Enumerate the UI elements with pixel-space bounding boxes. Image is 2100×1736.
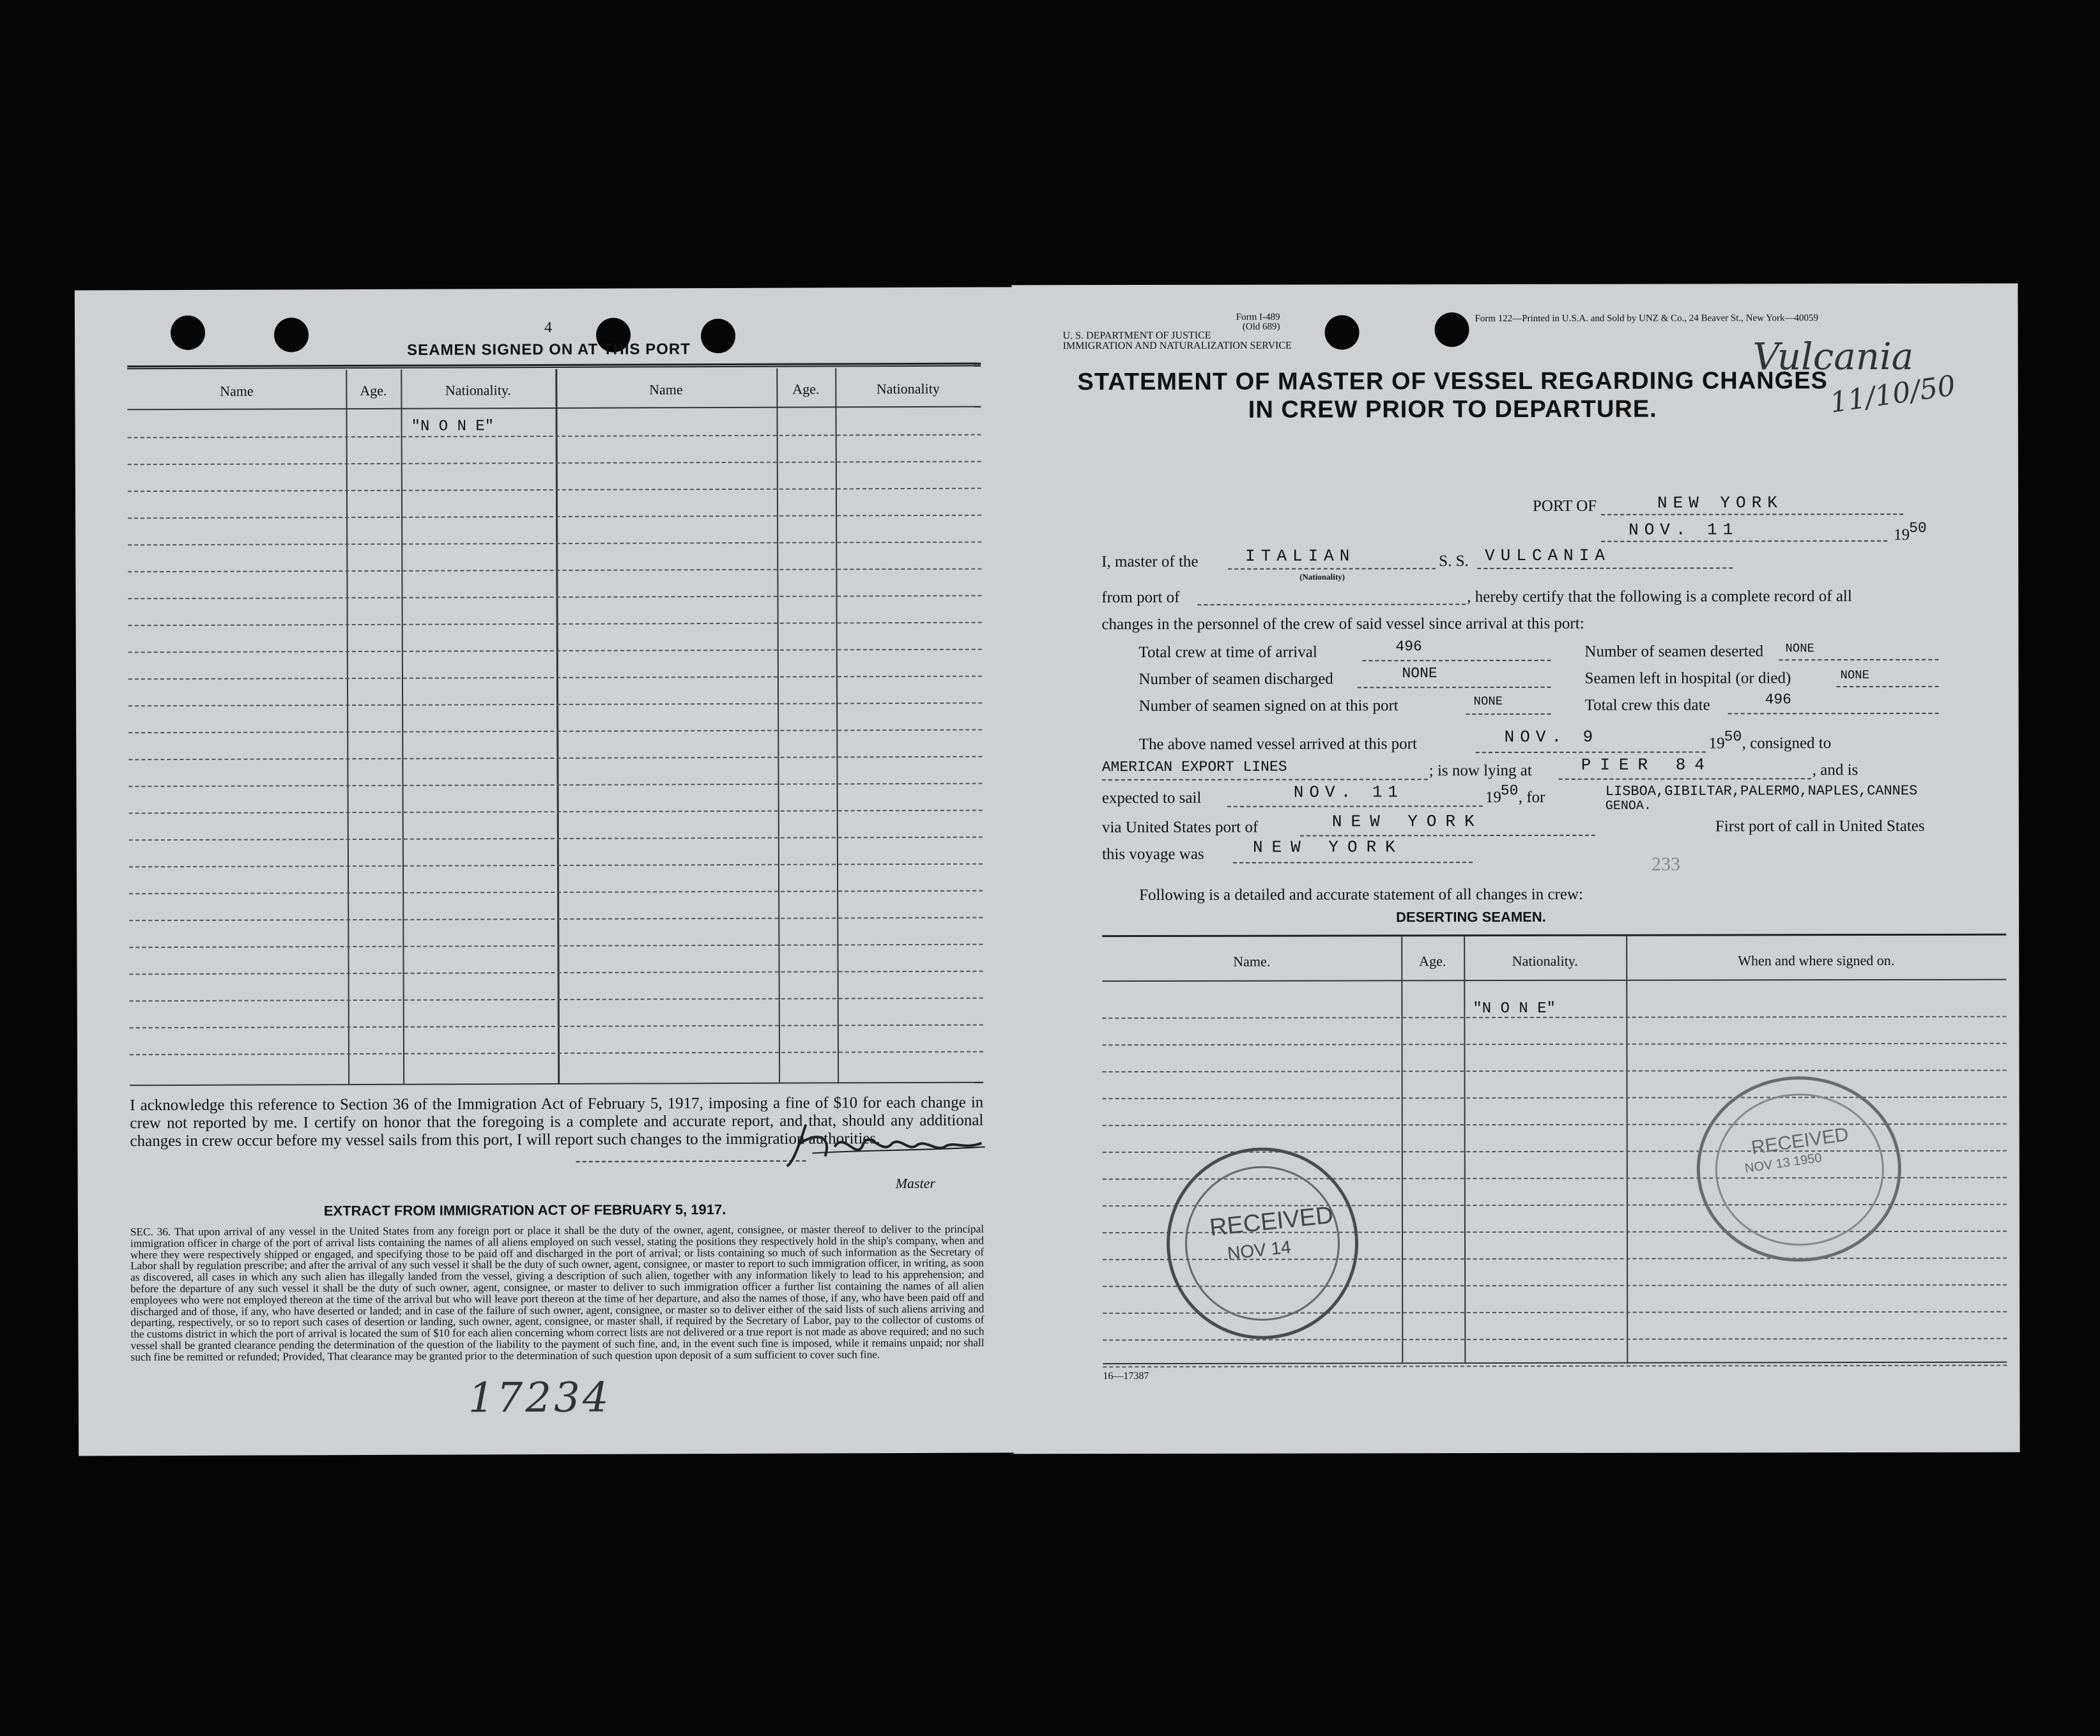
total-date-label: Total crew this date bbox=[1584, 696, 1710, 714]
department: U. S. DEPARTMENT OF JUSTICE bbox=[1062, 330, 1211, 342]
port-of-value: NEW YORK bbox=[1657, 493, 1783, 513]
via-value: NEW YORK bbox=[1331, 812, 1483, 832]
service: IMMIGRATION AND NATURALIZATION SERVICE bbox=[1062, 340, 1292, 352]
col-divider bbox=[401, 370, 404, 1084]
table-row bbox=[1102, 1043, 2006, 1046]
deserted-value: NONE bbox=[1785, 641, 1815, 656]
deserting-seamen-table bbox=[1102, 934, 2007, 1364]
total-date-value: 496 bbox=[1765, 691, 1791, 708]
sail-year-prefix: 19 bbox=[1485, 789, 1501, 807]
table-row bbox=[1103, 1070, 2007, 1072]
table-row bbox=[1103, 1097, 2007, 1099]
deserted-label: Number of seamen deserted bbox=[1584, 643, 1764, 660]
table-row bbox=[129, 837, 983, 841]
stamp-ring bbox=[1715, 1093, 1884, 1245]
form-old-code: (Old 689) bbox=[1242, 321, 1280, 332]
arrived-year: 50 bbox=[1724, 728, 1742, 745]
table-row bbox=[130, 1024, 983, 1029]
nationality-value: ITALIAN bbox=[1245, 546, 1356, 566]
table-title: SEAMEN SIGNED ON AT THIS PORT bbox=[407, 340, 691, 359]
first-port-label: First port of call in United States bbox=[1715, 817, 1925, 835]
extract-body: SEC. 36. That upon arrival of any vessel in the United States from any foreign port or place it shall be the duty of the owner, agent, consignee, or master thereof to deliver to the principal immigration officer in charge of the port of arrival lists containing the names of all aliens employed on such vessel, stating the positions they respectively hold in the ship's company, when and where they were respectively shipped or engaged, and specifying those to be paid off and discharged in the port of arrival; or lists containing so much of such information as the Secretary of Labor shall by regulation prescribe; and after the arrival of any such vessel it shall be the duty of such owner, agent, consignee, or master to report to such immigration officer, in writing, as soon as discovered, all cases in which any such alien has illegally landed from the vessel, giving a description of such alien, together with any information likely to lead to his apprehension; and before the departure of any such vessel it shall be the duty of such owner, agent, consignee, or master to deliver to such immigration officer a further list containing the names of all alien employees who were not employed thereon at the time of the arrival but who will leave port thereon at the time of her departure, and also the names of those, if any, who have been paid off and discharged and of those, if any, who have deserted or landed; and in case of the failure of such owner, agent, consignee, or master so to deliver either of the said lists of such aliens arriving and departing, respectively, or so to report such cases of desertion or landing, such owner, agent, consignee, or master shall, if required by the Secretary of Labor, pay to the collector of customs of the customs district in which the port of arrival is located the sum of $10 for each alien concerning whom correct lists are not delivered or a true report is not made as above required; and no such vessel shall be granted clearance pending the determination of the question of the liability to the payment of such fine, and, in the event such fine is imposed, while it remains unpaid; nor shall such fine be remitted or refunded; Provided, That clearance may be granted prior to the determination of such question upon deposit of a sum sufficient to cover such fine. bbox=[130, 1222, 985, 1364]
from-port-field bbox=[1197, 587, 1466, 605]
handwritten-vessel: Vulcania bbox=[1752, 334, 1914, 379]
table-header bbox=[1102, 936, 2006, 982]
signed-on-value: NONE bbox=[1473, 694, 1503, 709]
table-row bbox=[128, 488, 981, 492]
voyage-label: this voyage was bbox=[1101, 845, 1204, 864]
table-row bbox=[128, 595, 982, 600]
page-number: 4 bbox=[544, 319, 553, 337]
punch-hole bbox=[701, 319, 735, 353]
col-divider bbox=[1464, 936, 1466, 1362]
punch-hole bbox=[1324, 315, 1359, 349]
consigned-label: , consigned to bbox=[1742, 735, 1832, 752]
title-line-1: STATEMENT OF MASTER OF VESSEL REGARDING CHANGES bbox=[1077, 367, 1828, 396]
received-stamp bbox=[1167, 1147, 1359, 1339]
table-row bbox=[130, 1051, 983, 1056]
col-nationality: Nationality. bbox=[1512, 952, 1578, 970]
table-row bbox=[129, 810, 983, 814]
table-row bbox=[128, 542, 981, 546]
col-nationality-2: Nationality bbox=[876, 380, 940, 397]
arrived-value: NOV. 9 bbox=[1504, 727, 1599, 747]
from-port-label: from port of bbox=[1101, 588, 1180, 607]
col-name: Name. bbox=[1233, 953, 1271, 970]
seamen-signed-table bbox=[127, 368, 983, 1086]
and-is-label: , and is bbox=[1812, 761, 1859, 779]
col-nationality: Nationality. bbox=[445, 382, 511, 399]
form-number bbox=[1197, 313, 1280, 332]
table-row bbox=[128, 649, 982, 653]
stamp-date: NOV 14 bbox=[1226, 1237, 1292, 1263]
table-row bbox=[129, 944, 983, 948]
table-row bbox=[128, 461, 981, 466]
none-entry: "N O N E" bbox=[411, 418, 494, 436]
page-title bbox=[1038, 367, 1868, 424]
signed-on-label: Number of seamen signed on at this port bbox=[1138, 697, 1399, 715]
following-label: Following is a detailed and accurate statement of all changes in crew: bbox=[1139, 885, 1583, 904]
punch-hole bbox=[274, 317, 309, 352]
table-row bbox=[128, 703, 982, 707]
discharged-field bbox=[1357, 670, 1551, 689]
sail-year: 50 bbox=[1500, 782, 1519, 800]
stamp-date: NOV 13 1950 bbox=[1744, 1150, 1823, 1176]
port-of-label: PORT OF bbox=[1532, 497, 1597, 515]
for-label: , for bbox=[1518, 788, 1545, 806]
none-entry: "N O N E" bbox=[1473, 1000, 1556, 1018]
received-stamp-2 bbox=[1697, 1076, 1902, 1262]
master-of-label: I, master of the bbox=[1101, 552, 1199, 571]
table-row bbox=[128, 729, 982, 734]
table-row bbox=[128, 434, 981, 439]
left-page bbox=[75, 287, 1018, 1456]
punch-hole bbox=[1434, 312, 1469, 347]
via-label: via United States port of bbox=[1101, 818, 1259, 837]
discharged-value: NONE bbox=[1402, 665, 1437, 682]
total-arrival-label: Total crew at time of arrival bbox=[1138, 643, 1317, 662]
nationality-caption: (Nationality) bbox=[1299, 572, 1345, 582]
table-row bbox=[128, 622, 982, 627]
ss-label: S. S. bbox=[1439, 552, 1469, 570]
table-row bbox=[130, 971, 983, 975]
total-date-field bbox=[1728, 696, 1939, 715]
col-divider bbox=[555, 369, 560, 1083]
faint-number: 233 bbox=[1651, 853, 1681, 875]
col-age: Age. bbox=[1419, 953, 1446, 970]
col-divider bbox=[346, 370, 349, 1084]
master-label: Master bbox=[895, 1175, 936, 1192]
col-age-2: Age. bbox=[792, 381, 820, 397]
col-name-2: Name bbox=[649, 381, 683, 398]
consignee-value: AMERICAN EXPORT LINES bbox=[1101, 758, 1287, 776]
col-signed-on: When and where signed on. bbox=[1738, 952, 1895, 969]
total-arrival-value: 496 bbox=[1395, 638, 1422, 655]
stamp-text: RECEIVED bbox=[1208, 1201, 1335, 1242]
expected-label: expected to sail bbox=[1101, 789, 1202, 807]
form-code: Form I-489 bbox=[1236, 312, 1280, 323]
footer-code: 16—17387 bbox=[1103, 1371, 1149, 1382]
discharged-label: Number of seamen discharged bbox=[1138, 670, 1333, 689]
table-row bbox=[1103, 1338, 2007, 1341]
table-row bbox=[129, 783, 983, 788]
table-row bbox=[128, 568, 981, 573]
right-page bbox=[1011, 284, 2020, 1454]
table-header bbox=[127, 368, 981, 411]
col-divider bbox=[1626, 936, 1628, 1362]
table-row bbox=[128, 676, 982, 680]
destinations-line-2: GENOA. bbox=[1605, 798, 1652, 814]
total-arrival-field bbox=[1362, 643, 1551, 662]
arrived-year-prefix: 19 bbox=[1708, 735, 1725, 752]
hospital-value: NONE bbox=[1840, 668, 1870, 683]
table-row bbox=[1102, 1016, 2006, 1019]
stamp-text: RECEIVED bbox=[1750, 1123, 1850, 1159]
col-divider bbox=[776, 369, 780, 1083]
table-row bbox=[129, 864, 983, 868]
table-row bbox=[130, 998, 983, 1002]
table-row bbox=[129, 917, 983, 922]
table-row bbox=[129, 890, 983, 895]
changes-text: changes in the personnel of the crew of said vessel since arrival at this port: bbox=[1101, 614, 1584, 634]
year-prefix: 19 bbox=[1894, 526, 1910, 544]
destinations-line-1: LISBOA,GIBILTAR,PALERMO,NAPLES,CANNES bbox=[1605, 782, 1918, 800]
deserting-title: DESERTING SEAMEN. bbox=[1396, 908, 1546, 925]
acknowledgement-text: I acknowledge this reference to Section 36 of the Immigration Act of February 5, 1917, imposing a fine of $10 for each change in crew not reported by me. I certify on honor that the foregoing is a complete and accurate report, and that, should any additional changes in crew occur before my vessel sails from this port, I will report such changes to the immigration authorities. bbox=[130, 1093, 984, 1150]
voyage-value: NEW YORK bbox=[1252, 837, 1404, 857]
certify-text: , hereby certify that the following is a complete record of all bbox=[1467, 588, 1852, 606]
col-divider bbox=[1401, 936, 1403, 1362]
signature-line bbox=[576, 1161, 806, 1162]
department-block bbox=[1063, 331, 1306, 352]
ship-value: VULCANIA bbox=[1485, 545, 1611, 566]
handwritten-date: 11/10/50 bbox=[1828, 369, 1958, 420]
col-age: Age. bbox=[360, 382, 387, 399]
sail-value: NOV. 11 bbox=[1293, 782, 1404, 802]
extract-title: EXTRACT FROM IMMIGRATION ACT OF FEBRUARY 5, 1917. bbox=[323, 1201, 726, 1219]
col-name: Name bbox=[220, 383, 254, 399]
punch-hole bbox=[171, 316, 205, 350]
lying-label: ; is now lying at bbox=[1429, 761, 1532, 780]
date-value: NOV. 11 bbox=[1629, 520, 1739, 540]
year-value: 50 bbox=[1909, 519, 1927, 537]
table-row bbox=[1103, 1365, 2007, 1367]
hospital-label: Seamen left in hospital (or died) bbox=[1584, 669, 1791, 687]
col-divider bbox=[835, 368, 839, 1082]
table-row bbox=[128, 515, 981, 519]
pier-value: PIER 84 bbox=[1581, 755, 1713, 775]
printer-line: Form 122—Printed in U.S.A. and Sold by UNZ & Co., 24 Beaver St., New York—40059 bbox=[1475, 313, 1819, 324]
title-line-2: IN CREW PRIOR TO DEPARTURE. bbox=[1248, 395, 1657, 423]
arrived-label: The above named vessel arrived at this port bbox=[1138, 735, 1417, 754]
table-row bbox=[128, 756, 982, 761]
penciled-number: 17234 bbox=[468, 1374, 611, 1422]
master-signature bbox=[780, 1118, 991, 1169]
